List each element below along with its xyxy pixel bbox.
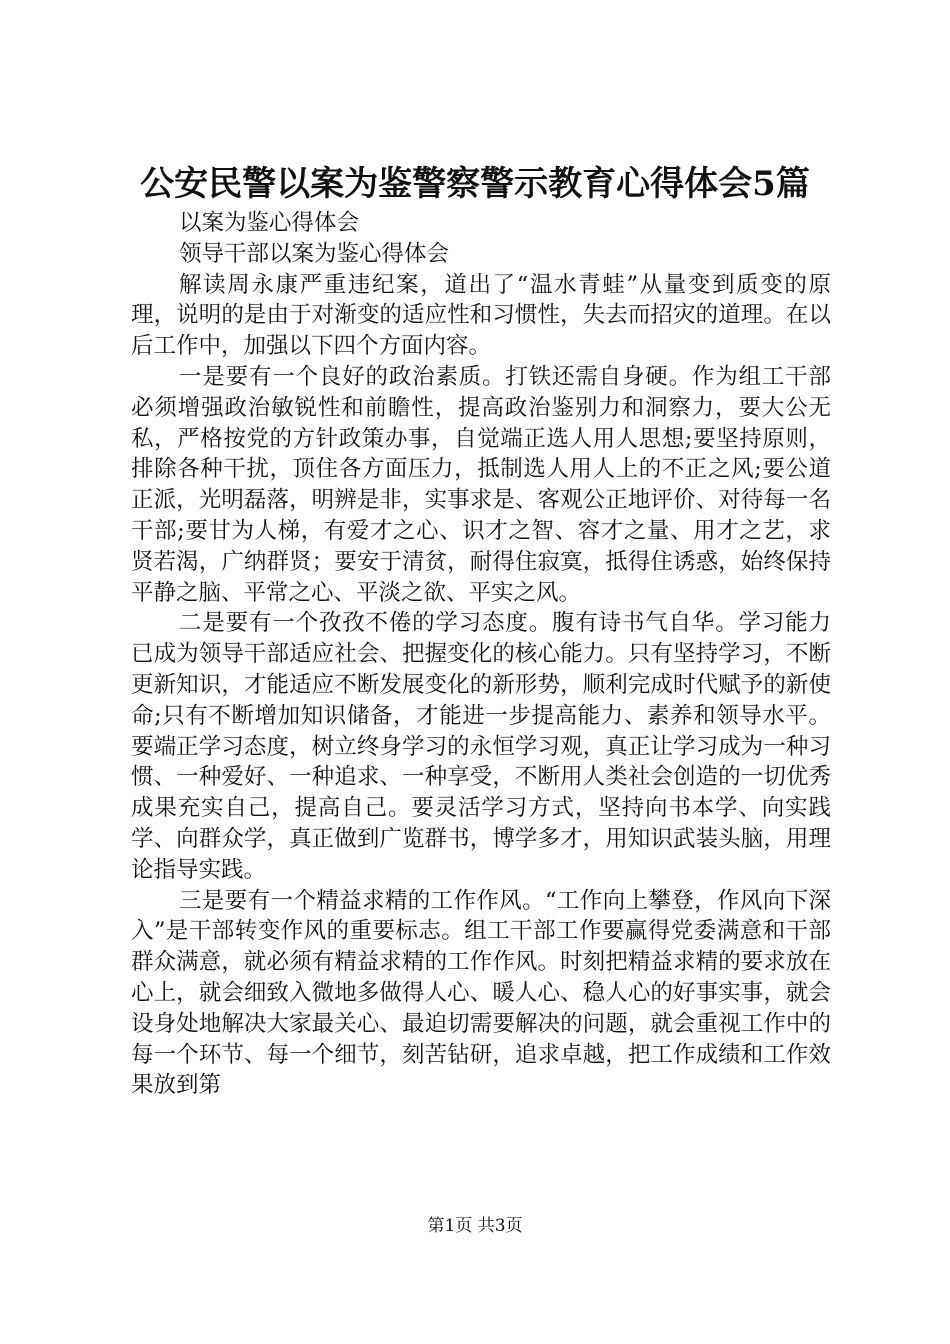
paragraph: 一是要有一个良好的政治素质。打铁还需自身硬。作为组工干部必须增强政治敏锐性和前瞻性，提高政治鉴别力和洞察力，要大公无私，严格按党的方针政策办事，自觉端正选人用人思想;要坚持原则，排除各种干扰，顶住各方面压力，抵制选人用人上的不正之风;要公道正派，光明磊落，明辨是非，实事求是、客观公正地评价、对待每一名干部;要甘为人梯，有爱才之心、识才之智、容才之量、用才之艺，求贤若渴，广纳群贤；要安于清贫，耐得住寂寞，抵得住诱惑，始终保持平静之脑、平常之心、平淡之欲、平实之风。 bbox=[131, 363, 831, 606]
paragraph: 解读周永康严重违纪案，道出了“温水青蛙”从量变到质变的原理，说明的是由于对渐变的适应性和习惯性，失去而招灾的道理。在以后工作中，加强以下四个方面内容。 bbox=[131, 271, 831, 360]
subheading: 以案为鉴心得体会 bbox=[179, 210, 360, 236]
page-title: 公安民警以案为鉴警察警示教育心得体会5篇 bbox=[140, 164, 810, 204]
subheading: 领导干部以案为鉴心得体会 bbox=[179, 240, 450, 267]
paragraph: 二是要有一个孜孜不倦的学习态度。腹有诗书气自华。学习能力已成为领导干部适应社会、把握变化的核心能力。只有坚持学习，不断更新知识，才能适应不断发展变化的新形势，顺利完成时代赋予的新使命;只有不断增加知识储备，才能进一步提高能力、素养和领导水平。要端正学习态度，树立终身学习的永恒学习观，真正让学习成为一种习惯、一种爱好、一种追求、一种享受，不断用人类社会创造的一切优秀成果充实自己，提高自己。要灵活学习方式，坚持向书本学、向实践学、向群众学，真正做到广览群书，博学多才，用知识武装头脑，用理论指导实践。 bbox=[131, 610, 831, 883]
paragraph: 三是要有一个精益求精的工作作风。“工作向上攀登，作风向下深入”是干部转变作风的重要标志。组工干部工作要赢得党委满意和干部群众满意，就必须有精益求精的工作作风。时刻把精益求精的要求放在心上，就会细致入微地多做得人心、暖人心、稳人心的好事实事，就会设身处地解决大家最关心、最迫切需要解决的问题，就会重视工作中的每一个环节、每一个细节，刻苦钻研，追求卓越，把工作成绩和工作效果放到第 bbox=[131, 887, 831, 1099]
document-body bbox=[131, 208, 831, 1101]
page-footer: 第1页 共3页 bbox=[427, 1216, 523, 1236]
